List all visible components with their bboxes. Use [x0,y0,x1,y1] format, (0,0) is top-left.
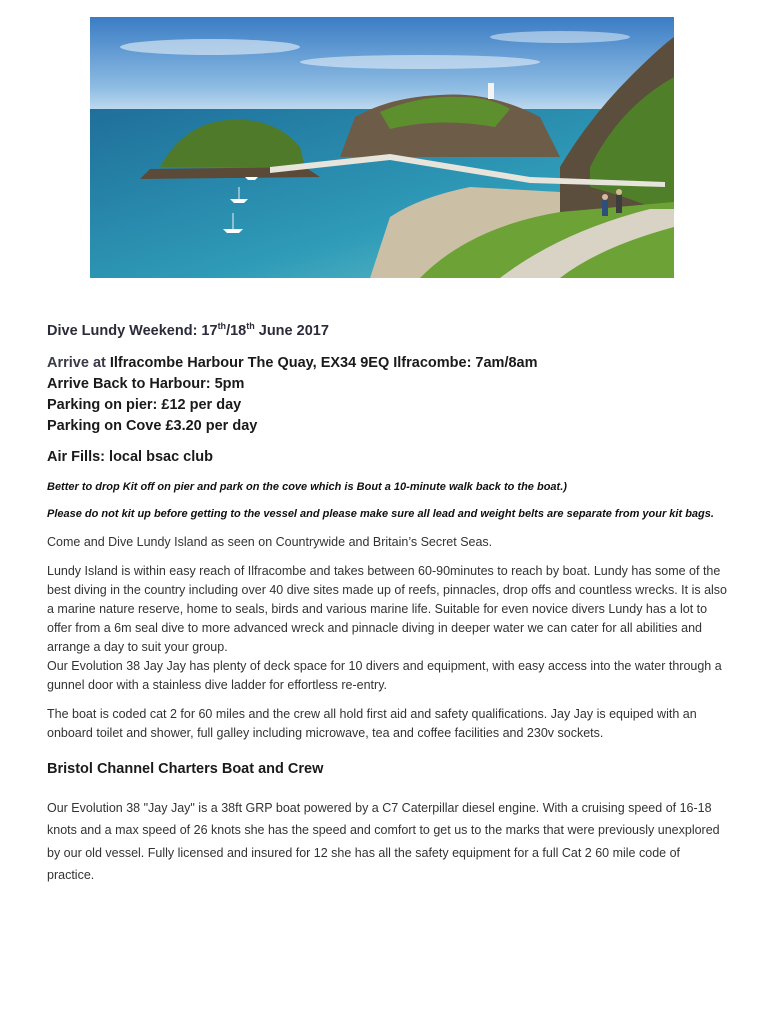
logistics-block [47,353,727,437]
lundy-paragraph: Lundy Island is within easy reach of Ilfracombe and takes between 60-90minutes to reach by boat. Lundy has some of the best diving in the country including over 40 dive sites made up of reefs, pinnacles, drop offs and countless wrecks. It is also a marine nature reserve, home to seals, birds and various marine life. Suitable for even novice divers Lundy has a lot to offer from a 6m seal dive to more advanced wreck and pinnacle diving in deeper water we can cater for all abilities and arrange a day to suit your group. Our Evolution 38 Jay Jay has plenty of deck space for 10 divers and equipment, with easy access into the water through a gunnel door with a stainless dive ladder for effortless re-entry. [47,563,727,692]
lundy-coast-illustration [90,17,674,278]
arrive-line: Arrive at Ilfracombe Harbour The Quay, EX34 9EQ Ilfracombe: 7am/8am [47,354,538,371]
boat-code-paragraph: The boat is coded cat 2 for 60 miles and the crew all hold first aid and safety qualifications. Jay Jay is equiped with an onboard toilet and shower, full galley including microwave, tea and coffee facilities and 230v sockets. [47,706,697,740]
intro-paragraph: Come and Dive Lundy Island as seen on Countrywide and Britain’s Secret Seas. [47,534,493,549]
drop-kit-note: Better to drop Kit off on pier and park on the cove which is Bout a 10-minute walk back to the boat.) [47,480,567,493]
kit-up-note: Please do not kit up before getting to the vessel and please make sure all lead and weight belts are separate from your kit bags. [47,507,714,520]
parking-cove-line: Parking on Cove £3.20 per day [47,417,258,434]
coastal-landscape-photo [90,17,674,278]
document-body [47,316,727,897]
parking-pier-line: Parking on pier: £12 per day [47,396,242,413]
event-title: Dive Lundy Weekend: 17th/18th June 2017 [47,321,329,339]
lighthouse [488,83,494,99]
air-fills-line: Air Fills: local bsac club [47,448,213,465]
return-line: Arrive Back to Harbour: 5pm [47,375,245,392]
section-body: Our Evolution 38 "Jay Jay" is a 38ft GRP boat powered by a C7 Caterpillar diesel engine. With a cruising speed of 16-18 knots and a max speed of 26 knots she has the speed and comfort to get us to the marks that were previously unexplored by our old vessel. Fully licensed and insured for 12 she has all the safety equipment for a full Cat 2 60 mile code of practice. [47,800,720,883]
section-title: Bristol Channel Charters Boat and Crew [47,760,324,777]
